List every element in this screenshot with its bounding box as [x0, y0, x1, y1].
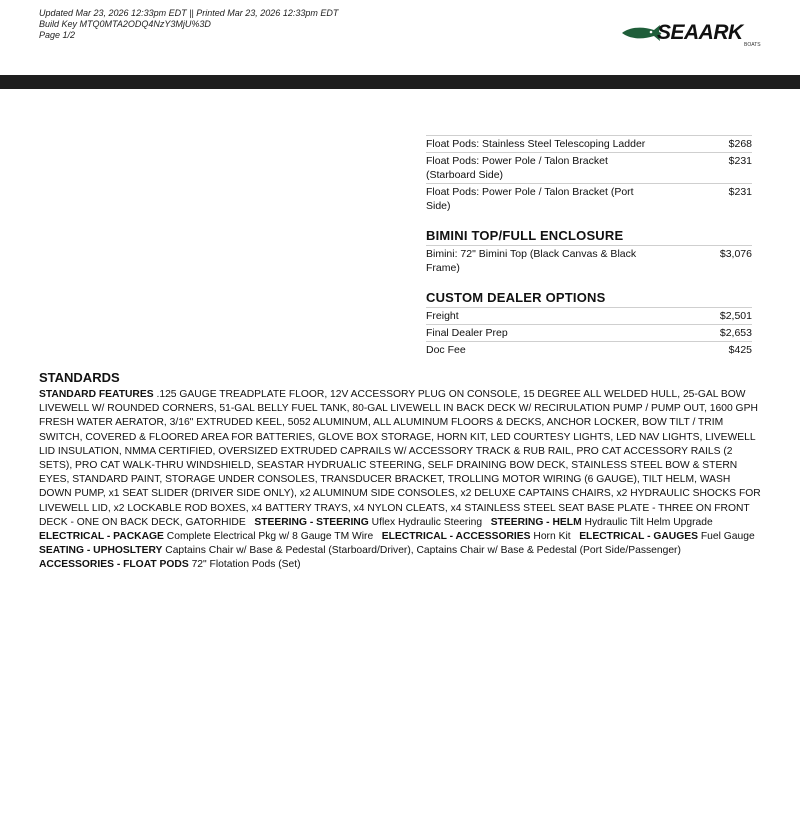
option-price: $231 [728, 186, 752, 198]
option-price: $3,076 [719, 248, 752, 260]
option-price: $231 [728, 155, 752, 167]
standard-group-text: Horn Kit [533, 531, 571, 543]
standard-group-text: .125 GAUGE TREADPLATE FLOOR, 12V ACCESSORY PLUG ON CONSOLE, 15 DEGREE ALL WELDED HULL, 25-GAL BOW LIVEWELL W/ ROUNDED CORNERS, 51-GAL BELLY FUEL TANK, 80-GAL LIVEWELL IN BACK DECK W/ RECIRULATION PUMP / PUMP OUT, 1600 GPH FRESH WATER AERATOR, 3/16" EXTRUDED KEEL, 5052 ALUMINUM, ALL ALUMINUM FLOORS & DECKS, ANCHOR LOCKER, BOW TILT / TRIM SWITCH, COVERED & FLOORED AREA FOR BATTERIES, GLOVE BOX STORAGE, HORN KIT, LED COURTESY LIGHTS, LED NAV LIGHTS, LIVEWELL LID INSULATION, NMMA CERTIFIED, OVERSIZED EXTRUDED CAPRAILS W/ ACCESSORY TRACK & RUB RAIL, PRO CAT ACCESSORY RAILS (2 SETS), PRO CAT WALK-THRU WINDSHIELD, SEASTAR HYDRUALIC STEERING, SELF DRAINING BOW DECK, STAINLESS STEEL BOW & STERN EYES, STANDARD PAINT, STORAGE UNDER CONSOLES, TRANSDUCER BRACKET, TROLLING MOTOR WIRING (6 GAUGE), TILT HELM, WASH DOWN PUMP, x1 SEAT SLIDER (DRIVER SIDE ONLY), x2 ALUMINUM SIDE CONSOLES, x2 DELUXE CAPTAINS CHAIRS, x2 HYDRAULIC SHOCKS FOR LIVEWELL LID, x2 LOCKABLE ROD BOXES, x4 BATTERY TRAYS, x4 NYLON CLEATS, x4 STAINLESS STEEL SEAT BASE PLATE - THREE ON FRONT DECK - ONE ON BACK DECK, GATORHIDE [39, 389, 761, 528]
standard-group-text: Hydraulic Tilt Helm Upgrade [584, 516, 713, 528]
fish-icon [622, 25, 661, 41]
option-price: $425 [728, 344, 752, 356]
standard-group-label: ELECTRICAL - PACKAGE [39, 531, 164, 543]
option-label: Doc Fee [426, 344, 466, 356]
standards-body [39, 388, 761, 573]
standard-group-text: Complete Electrical Pkg w/ 8 Gauge TM Wire [166, 531, 374, 543]
option-row [426, 152, 752, 183]
standard-group-label: STANDARD FEATURES [39, 389, 154, 400]
option-price: $268 [728, 138, 752, 150]
option-label: Float Pods: Power Pole / Talon Bracket (Starboard Side) [426, 155, 608, 181]
seaark-logo [620, 16, 770, 48]
option-label: Float Pods: Stainless Steel Telescoping Ladder [426, 138, 646, 150]
logo-wordmark: SEAARK [657, 21, 743, 44]
standard-group-text: 72" Flotation Pods (Set) [191, 559, 301, 571]
standard-group-label: ELECTRICAL - GAUGES [579, 531, 698, 543]
print-metadata [39, 8, 338, 41]
build-key: Build Key MTQ0MTA2ODQ4NzY3MjU%3D [39, 19, 211, 29]
logo-subtext: BOATS [744, 42, 761, 48]
header-divider-bar [0, 75, 800, 89]
custom-dealer-section-title: CUSTOM DEALER OPTIONS [426, 290, 606, 305]
page-number: Page 1/2 [39, 30, 76, 40]
option-price: $2,653 [719, 327, 752, 339]
standard-group-text: Fuel Gauge [700, 531, 755, 543]
option-label: Bimini: 72" Bimini Top (Black Canvas & Black Frame) [426, 248, 637, 274]
standard-group-text: Uflex Hydraulic Steering [371, 516, 483, 528]
option-row [426, 307, 752, 324]
option-label: Freight [426, 310, 459, 322]
option-row [426, 245, 752, 276]
updated-printed-line: Updated Mar 23, 2026 12:33pm EDT || Printed Mar 23, 2026 12:33pm EDT [39, 8, 339, 18]
standard-group-text: Captains Chair w/ Base & Pedestal (Starboard/Driver), Captains Chair w/ Base & Pedestal (Port Side/Passenger) [165, 545, 681, 557]
option-row [426, 324, 752, 341]
standard-group-label: SEATING - UPHOSLTERY [39, 545, 163, 557]
option-row [426, 341, 752, 358]
option-label: Float Pods: Power Pole / Talon Bracket (Port Side) [426, 186, 634, 212]
standard-group-label: STEERING - STEERING [254, 516, 369, 528]
standards-section [39, 370, 761, 573]
standard-group-label: STEERING - HELM [490, 516, 582, 528]
bimini-section-title: BIMINI TOP/FULL ENCLOSURE [426, 228, 624, 243]
custom-dealer-items [426, 307, 752, 358]
options-list [426, 135, 752, 358]
float-pods-items [426, 135, 752, 214]
option-row [426, 183, 752, 214]
bimini-items [426, 245, 752, 276]
standard-group-label: ACCESSORIES - FLOAT PODS [39, 559, 189, 571]
option-row [426, 135, 752, 152]
option-label: Final Dealer Prep [426, 327, 508, 339]
option-price: $2,501 [719, 310, 752, 322]
standard-group-label: ELECTRICAL - ACCESSORIES [381, 531, 531, 543]
standards-title: STANDARDS [39, 370, 120, 385]
